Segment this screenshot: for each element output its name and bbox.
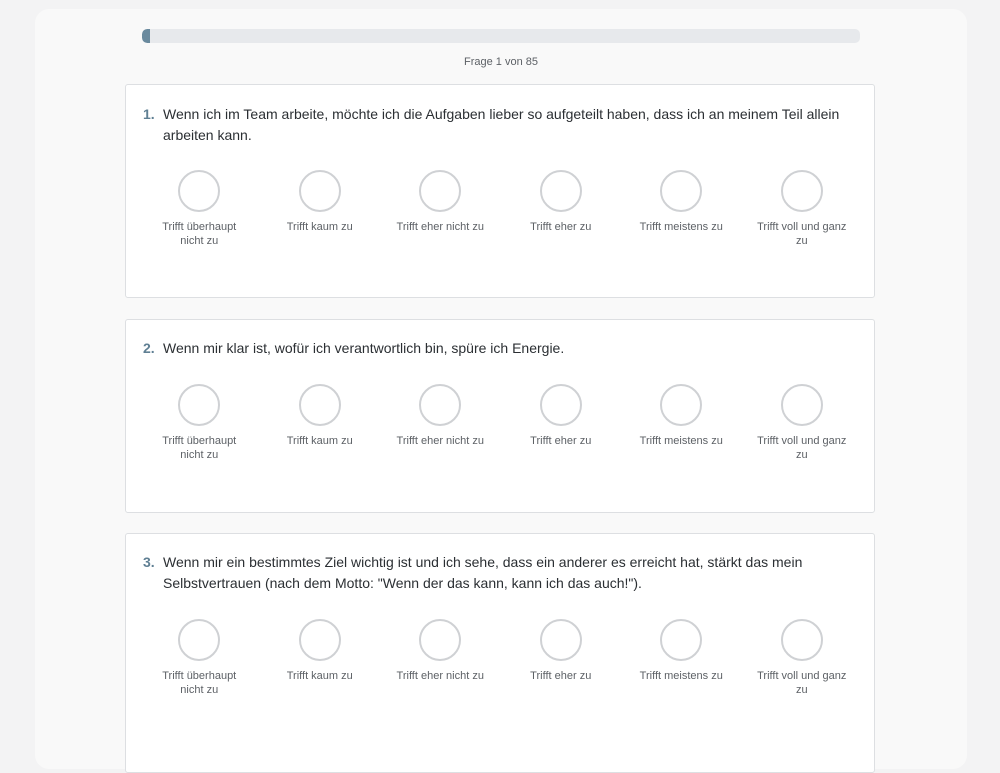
option-label: Trifft meistens zu [639, 435, 723, 447]
radio-button[interactable] [419, 619, 461, 661]
option-trifft-meistens-zu[interactable] [621, 384, 742, 462]
option-trifft-kaum-zu[interactable] [260, 619, 381, 697]
answer-scale [126, 619, 874, 697]
option-label: Trifft kaum zu [286, 221, 353, 233]
option-label: Trifft eher zu [530, 435, 592, 447]
question-text-row [143, 104, 854, 146]
question-text: Wenn mir ein bestimmtes Ziel wichtig ist und ich sehe, dass ein anderer es erreicht hat, stärkt das mein Selbstvertrauen (nach dem Motto: "Wenn der das kann, kann ich das auch!"). [163, 554, 803, 591]
radio-button[interactable] [540, 619, 582, 661]
radio-button[interactable] [660, 384, 702, 426]
radio-button[interactable] [419, 170, 461, 212]
radio-button[interactable] [781, 619, 823, 661]
progress-bar-fill [142, 29, 150, 43]
progress-label: Frage 1 von 85 [464, 56, 538, 68]
option-trifft-meistens-zu[interactable] [621, 619, 742, 697]
option-label: Trifft eher nicht zu [396, 435, 484, 447]
option-trifft-eher-nicht-zu[interactable] [380, 170, 501, 248]
option-label: Trifft eher nicht zu [396, 670, 484, 682]
radio-button[interactable] [419, 384, 461, 426]
radio-button[interactable] [299, 384, 341, 426]
option-trifft-ueberhaupt-nicht-zu[interactable] [139, 619, 260, 697]
option-trifft-eher-zu[interactable] [501, 619, 622, 697]
option-label: Trifft eher zu [530, 221, 592, 233]
radio-button[interactable] [299, 170, 341, 212]
option-trifft-eher-nicht-zu[interactable] [380, 384, 501, 462]
radio-button[interactable] [781, 170, 823, 212]
question-number: 3. [143, 554, 155, 570]
option-label: Trifft voll und ganz zu [757, 221, 847, 247]
option-trifft-voll-und-ganz-zu[interactable] [742, 170, 863, 248]
option-trifft-eher-nicht-zu[interactable] [380, 619, 501, 697]
option-trifft-voll-und-ganz-zu[interactable] [742, 384, 863, 462]
answer-scale [126, 170, 874, 248]
question-text-row [143, 338, 854, 359]
question-number: 2. [143, 340, 155, 356]
option-label: Trifft voll und ganz zu [757, 435, 847, 461]
option-trifft-meistens-zu[interactable] [621, 170, 742, 248]
option-trifft-ueberhaupt-nicht-zu[interactable] [139, 170, 260, 248]
option-label: Trifft überhaupt nicht zu [162, 435, 237, 461]
radio-button[interactable] [540, 384, 582, 426]
question-text: Wenn mir klar ist, wofür ich verantwortlich bin, spüre ich Energie. [163, 340, 565, 356]
question-text-row [143, 552, 854, 594]
option-label: Trifft überhaupt nicht zu [162, 221, 237, 247]
survey-page [35, 9, 967, 769]
question-card-3 [125, 533, 875, 773]
option-label: Trifft eher zu [530, 670, 592, 682]
option-label: Trifft überhaupt nicht zu [162, 670, 237, 696]
question-number: 1. [143, 106, 155, 122]
option-trifft-voll-und-ganz-zu[interactable] [742, 619, 863, 697]
option-label: Trifft kaum zu [286, 435, 353, 447]
radio-button[interactable] [540, 170, 582, 212]
radio-button[interactable] [178, 170, 220, 212]
option-label: Trifft meistens zu [639, 221, 723, 233]
radio-button[interactable] [660, 619, 702, 661]
radio-button[interactable] [660, 170, 702, 212]
option-label: Trifft meistens zu [639, 670, 723, 682]
answer-scale [126, 384, 874, 462]
option-trifft-kaum-zu[interactable] [260, 170, 381, 248]
question-card-2 [125, 319, 875, 513]
progress-bar [142, 29, 860, 43]
radio-button[interactable] [178, 384, 220, 426]
option-trifft-kaum-zu[interactable] [260, 384, 381, 462]
option-label: Trifft kaum zu [286, 670, 353, 682]
radio-button[interactable] [781, 384, 823, 426]
option-trifft-ueberhaupt-nicht-zu[interactable] [139, 384, 260, 462]
question-card-1 [125, 84, 875, 298]
option-label: Trifft eher nicht zu [396, 221, 484, 233]
option-label: Trifft voll und ganz zu [757, 670, 847, 696]
radio-button[interactable] [178, 619, 220, 661]
radio-button[interactable] [299, 619, 341, 661]
option-trifft-eher-zu[interactable] [501, 384, 622, 462]
option-trifft-eher-zu[interactable] [501, 170, 622, 248]
question-text: Wenn ich im Team arbeite, möchte ich die Aufgaben lieber so aufgeteilt haben, dass ich an meinem Teil allein arbeiten kann. [163, 106, 840, 143]
